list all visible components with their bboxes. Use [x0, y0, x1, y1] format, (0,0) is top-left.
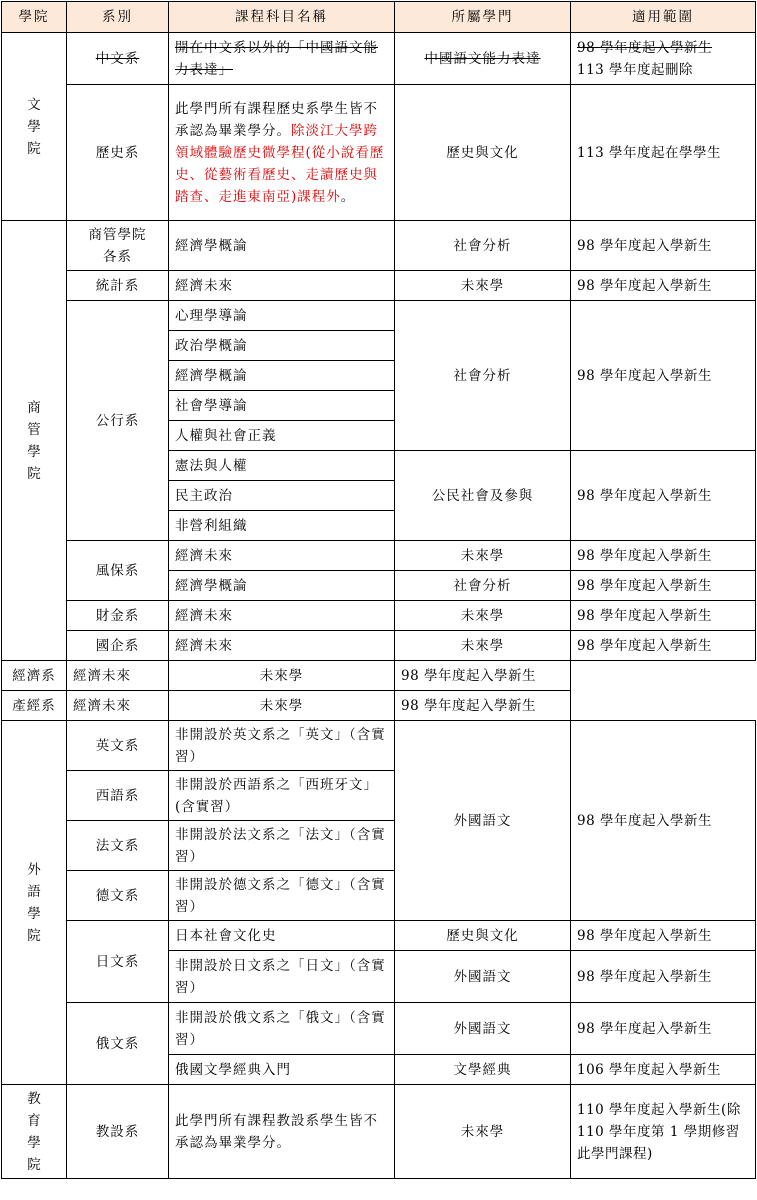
field-cell: 外國語文: [395, 951, 571, 1003]
scope-cell: 98 學年度起入學新生: [571, 631, 756, 661]
scope-cell: 98 學年度起入學新生: [571, 221, 756, 271]
table-row: [2, 601, 756, 631]
dept-cell: 歷史系: [67, 85, 169, 221]
table-row: [2, 33, 756, 85]
field-cell: 文學經典: [395, 1055, 571, 1085]
field-cell: 未來學: [169, 661, 395, 691]
course-cell: 憲法與人權: [169, 451, 395, 481]
header-scope: 適用範圍: [571, 2, 756, 33]
scope-cell: 113 學年度起在學學生: [571, 85, 756, 221]
course-cell: 非開設於日文系之「日文」（含實習）: [169, 951, 395, 1003]
course-note-end: 。: [340, 188, 356, 205]
table-row: [2, 541, 756, 571]
course-cell: 經濟未來: [169, 631, 395, 661]
dept-cell: 財金系: [67, 601, 169, 631]
dept-cell: 公行系: [67, 301, 169, 541]
field-cell: 公民社會及參與: [395, 451, 571, 541]
scope-cell: 98 學年度起入學新生: [571, 541, 756, 571]
course-cell: 經濟未來: [67, 691, 169, 721]
scope-cell: 98 學年度起入學新生: [571, 951, 756, 1003]
scope-cell: 98 學年度起入學新生: [571, 601, 756, 631]
dept-cell: 商管學院 各系: [67, 221, 169, 271]
college-foreign-languages: 外 語 學 院: [2, 721, 67, 1085]
college-business: 商 管 學 院: [2, 221, 67, 661]
scope-cell: 110 學年度起入學新生(除 110 學年度第 1 學期修習此學門課程): [571, 1085, 756, 1179]
course-cell: 經濟學概論: [169, 221, 395, 271]
scope-cell: 98 學年度起入學新生: [571, 721, 756, 921]
field-cell: 外國語文: [395, 721, 571, 921]
college-liberal-arts: 文 學 院: [2, 33, 67, 221]
dept-cell: 國企系: [67, 631, 169, 661]
table-row: [2, 691, 756, 721]
scope-cell: [571, 33, 756, 85]
course-cell: 非營利組織: [169, 511, 395, 541]
scope-cell: 98 學年度起入學新生: [395, 691, 571, 721]
field-cell: 未來學: [395, 271, 571, 301]
course-cell: 非開設於法文系之「法文」（含實習）: [169, 821, 395, 871]
scope-cell: 98 學年度起入學新生: [571, 921, 756, 951]
course-cell: [169, 85, 395, 221]
field-cell: 未來學: [395, 631, 571, 661]
table-row: [2, 221, 756, 271]
table-row: [2, 301, 756, 331]
dept-cell: 西語系: [67, 771, 169, 821]
header-dept: 系別: [67, 2, 169, 33]
course-cell: 非開設於俄文系之「俄文」（含實習）: [169, 1003, 395, 1055]
dept-cell: 日文系: [67, 921, 169, 1003]
course-cell: 經濟學概論: [169, 361, 395, 391]
table-row: [2, 921, 756, 951]
table-row: [2, 1085, 756, 1179]
course-cell: 日本社會文化史: [169, 921, 395, 951]
field-cell: 未來學: [395, 601, 571, 631]
course-cell: 經濟學概論: [169, 571, 395, 601]
scope-cell: 98 學年度起入學新生: [571, 301, 756, 451]
scope-line: 113 學年度起刪除: [577, 61, 694, 78]
field-cell: 社會分析: [395, 571, 571, 601]
dept-cell: 德文系: [67, 871, 169, 921]
course-cell: 經濟未來: [169, 271, 395, 301]
table-row: [2, 721, 756, 771]
field-cell: 中國語文能力表達: [395, 33, 571, 85]
scope-cell: 98 學年度起入學新生: [571, 451, 756, 541]
course-cell: 經濟未來: [169, 601, 395, 631]
field-cell: 社會分析: [395, 221, 571, 271]
course-cell: 非開設於西語系之「西班牙文」(含實習）: [169, 771, 395, 821]
course-cell: 人權與社會正義: [169, 421, 395, 451]
field-cell: 歷史與文化: [395, 921, 571, 951]
course-exception-note: 除淡江大學跨領域體驗歷史微學程(從小說看歷史、從藝術看歷史、走讀歷史與踏查、走進東南亞)課程外: [175, 122, 385, 205]
scope-cell: 98 學年度起入學新生: [571, 271, 756, 301]
course-cell: 民主政治: [169, 481, 395, 511]
dept-cell: 法文系: [67, 821, 169, 871]
course-cell: 非開設於德文系之「德文」（含實習）: [169, 871, 395, 921]
field-cell: 歷史與文化: [395, 85, 571, 221]
course-table: [1, 1, 756, 1179]
dept-cell: 中文系: [67, 33, 169, 85]
field-cell: 未來學: [395, 1085, 571, 1179]
college-education: 教 育 學 院: [2, 1085, 67, 1179]
header-row: [2, 2, 756, 33]
course-cell: 社會學導論: [169, 391, 395, 421]
course-cell: 非開設於英文系之「英文」（含實習）: [169, 721, 395, 771]
course-cell: 政治學概論: [169, 331, 395, 361]
dept-cell: 風保系: [67, 541, 169, 601]
table-row: [2, 271, 756, 301]
dept-cell: 統計系: [67, 271, 169, 301]
field-cell: 社會分析: [395, 301, 571, 451]
field-cell: 未來學: [169, 691, 395, 721]
scope-cell: 98 學年度起入學新生: [571, 1003, 756, 1055]
dept-cell: 經濟系: [2, 661, 67, 691]
scope-line-struck: 98 學年度起入學新生: [577, 39, 712, 56]
table-row: [2, 631, 756, 661]
course-cell: 心理學導論: [169, 301, 395, 331]
scope-cell: 98 學年度起入學新生: [571, 571, 756, 601]
course-note: 此學門所有課程歷史系學生皆不承認為畢業學分。: [175, 100, 378, 139]
dept-cell: 英文系: [67, 721, 169, 771]
table-row: [2, 661, 756, 691]
dept-cell: 俄文系: [67, 1003, 169, 1085]
course-cell: 此學門所有課程教設系學生皆不承認為畢業學分。: [169, 1085, 395, 1179]
course-cell: 經濟未來: [67, 661, 169, 691]
header-course: 課程科目名稱: [169, 2, 395, 33]
field-cell: 外國語文: [395, 1003, 571, 1055]
scope-cell: 98 學年度起入學新生: [395, 661, 571, 691]
header-college: 學院: [2, 2, 67, 33]
course-cell: 開在中文系以外的「中國語文能力表達」: [169, 33, 395, 85]
field-cell: 未來學: [395, 541, 571, 571]
header-field: 所屬學門: [395, 2, 571, 33]
table-row: [2, 85, 756, 221]
table-row: [2, 1003, 756, 1055]
dept-cell: 產經系: [2, 691, 67, 721]
dept-cell: 教設系: [67, 1085, 169, 1179]
scope-cell: 106 學年度起入學新生: [571, 1055, 756, 1085]
course-cell: 經濟未來: [169, 541, 395, 571]
course-cell: 俄國文學經典入門: [169, 1055, 395, 1085]
